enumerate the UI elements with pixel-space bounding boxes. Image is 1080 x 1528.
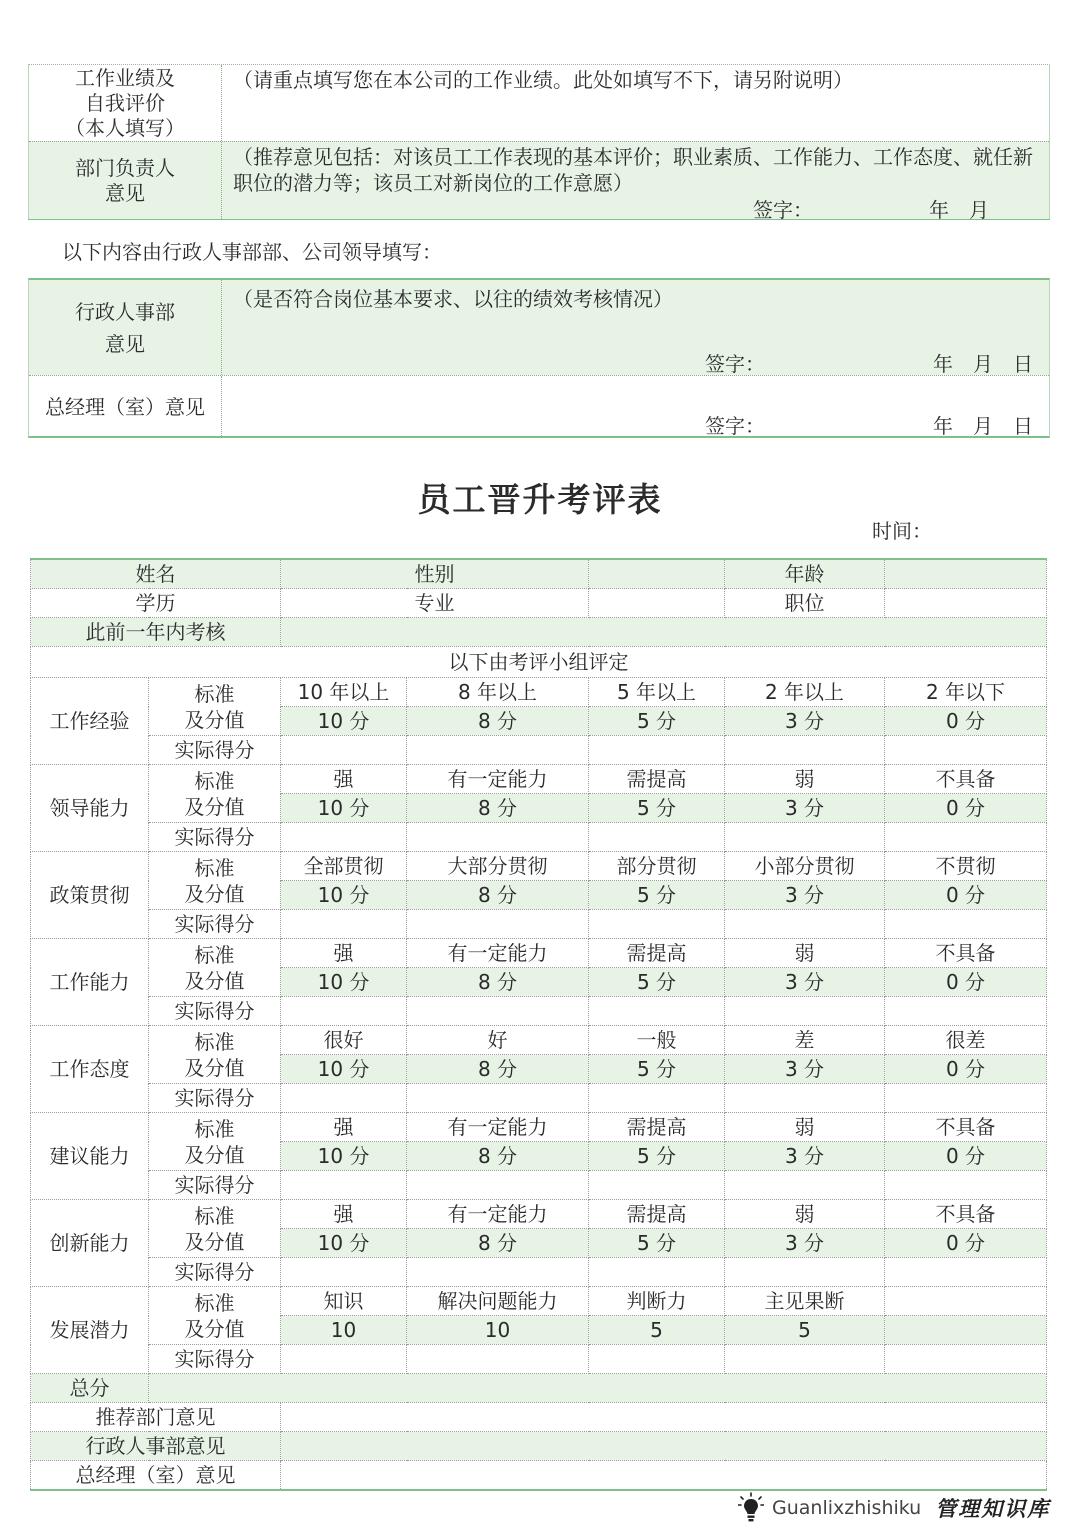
criteria-standard: 解决问题能力 — [407, 1287, 589, 1316]
criteria-standard: 好 — [407, 1026, 589, 1055]
criteria-score: 8 分 — [407, 1055, 589, 1084]
criteria-score: 5 分 — [589, 1229, 725, 1258]
criteria-score: 8 分 — [407, 794, 589, 823]
admin-opinion-section — [28, 278, 1050, 438]
dept-head-note[interactable]: （推荐意见包括：对该员工工作表现的基本评价；职业素质、工作能力、工作态度、就任新职位的潜力等；该员工对新岗位的工作意愿） — [233, 145, 1033, 195]
actual-score-cell[interactable] — [589, 910, 725, 939]
actual-score-cell[interactable] — [407, 910, 589, 939]
criteria-score: 0 分 — [885, 1055, 1047, 1084]
hr-date-label: 年 月 日 — [933, 352, 1033, 376]
gm-opinion-label: 总经理（室）意见 — [45, 394, 205, 419]
criteria-standard-row — [31, 1287, 1047, 1316]
criteria-standard: 有一定能力 — [407, 1113, 589, 1142]
criteria-score: 5 分 — [589, 1055, 725, 1084]
criteria-score: 5 分 — [589, 794, 725, 823]
dept-head-row — [29, 141, 1049, 222]
criteria-score: 3 分 — [725, 707, 885, 736]
criteria-standard: 弱 — [725, 939, 885, 968]
criteria-actual-row — [31, 736, 1047, 765]
evaluation-table — [30, 558, 1047, 1491]
actual-score-label: 实际得分 — [149, 1258, 281, 1287]
self-evaluation-section — [28, 64, 1050, 220]
hr-opinion-row — [29, 280, 1049, 375]
criteria-standard: 知识 — [281, 1287, 407, 1316]
actual-score-cell[interactable] — [885, 823, 1047, 852]
criteria-score: 8 分 — [407, 968, 589, 997]
criteria-score: 8 分 — [407, 1142, 589, 1171]
criteria-score: 3 分 — [725, 1055, 885, 1084]
criteria-standard: 2 年以下 — [885, 678, 1047, 707]
age-label: 年龄 — [725, 559, 885, 589]
actual-score-label: 实际得分 — [149, 1171, 281, 1200]
criteria-actual-row — [31, 1345, 1047, 1374]
standard-label: 标准 及分值 — [149, 1113, 281, 1171]
total-label: 总分 — [31, 1374, 149, 1403]
actual-score-cell[interactable] — [885, 736, 1047, 765]
criteria-name: 创新能力 — [31, 1200, 149, 1287]
info-row-3 — [31, 618, 1047, 647]
criteria-standard: 需提高 — [589, 1200, 725, 1229]
criteria-standard: 2 年以上 — [725, 678, 885, 707]
self-evaluation-label: 工作业绩及 自我评价 （本人填写） — [65, 65, 185, 140]
name-label: 姓名 — [31, 559, 281, 589]
criteria-score: 3 分 — [725, 794, 885, 823]
criteria-standard: 有一定能力 — [407, 765, 589, 794]
criteria-standard: 需提高 — [589, 939, 725, 968]
actual-score-cell[interactable] — [885, 997, 1047, 1026]
actual-score-cell[interactable] — [281, 1084, 407, 1113]
dept-head-label: 部门负责人 意见 — [75, 155, 175, 205]
standard-label: 标准 及分值 — [149, 1200, 281, 1258]
actual-score-cell[interactable] — [589, 1258, 725, 1287]
criteria-score: 10 分 — [281, 794, 407, 823]
actual-score-cell[interactable] — [725, 910, 885, 939]
opinion-value[interactable] — [281, 1461, 1047, 1491]
criteria-standard: 有一定能力 — [407, 1200, 589, 1229]
opinion-value[interactable] — [281, 1432, 1047, 1461]
actual-score-cell[interactable] — [589, 736, 725, 765]
opinion-row — [31, 1432, 1047, 1461]
criteria-score: 0 分 — [885, 794, 1047, 823]
standard-label: 标准 及分值 — [149, 939, 281, 997]
page-title: 员工晋升考评表 — [417, 480, 663, 519]
criteria-standard: 强 — [281, 1113, 407, 1142]
criteria-standard: 弱 — [725, 1200, 885, 1229]
criteria-score: 5 — [589, 1316, 725, 1345]
criteria-standard-row — [31, 939, 1047, 968]
criteria-score: 8 分 — [407, 707, 589, 736]
criteria-actual-row — [31, 910, 1047, 939]
criteria-standard: 主见果断 — [725, 1287, 885, 1316]
self-evaluation-row — [29, 65, 1049, 141]
opinion-label: 推荐部门意见 — [31, 1403, 281, 1432]
actual-score-cell[interactable] — [885, 910, 1047, 939]
criteria-standard-row — [31, 1026, 1047, 1055]
info-row-1 — [31, 559, 1047, 589]
age-value[interactable] — [885, 559, 1047, 589]
criteria-name: 建议能力 — [31, 1113, 149, 1200]
gm-date-label: 年 月 日 — [933, 414, 1033, 438]
actual-score-cell[interactable] — [407, 997, 589, 1026]
criteria-score: 10 分 — [281, 1142, 407, 1171]
actual-score-cell[interactable] — [589, 997, 725, 1026]
criteria-standard: 大部分贯彻 — [407, 852, 589, 881]
actual-score-cell[interactable] — [281, 736, 407, 765]
criteria-standard: 差 — [725, 1026, 885, 1055]
criteria-score: 10 分 — [281, 1229, 407, 1258]
criteria-standard-row — [31, 765, 1047, 794]
actual-score-cell[interactable] — [281, 1345, 407, 1374]
criteria-standard-row — [31, 1113, 1047, 1142]
criteria-standard: 需提高 — [589, 1113, 725, 1142]
actual-score-label: 实际得分 — [149, 1084, 281, 1113]
actual-score-cell[interactable] — [725, 1258, 885, 1287]
criteria-score: 5 分 — [589, 881, 725, 910]
prev-year-label: 此前一年内考核 — [31, 618, 281, 647]
criteria-name: 政策贯彻 — [31, 852, 149, 939]
criteria-actual-row — [31, 1171, 1047, 1200]
actual-score-cell[interactable] — [281, 910, 407, 939]
criteria-actual-row — [31, 997, 1047, 1026]
criteria-standard: 不具备 — [885, 1113, 1047, 1142]
criteria-actual-row — [31, 823, 1047, 852]
total-value[interactable] — [149, 1374, 1047, 1403]
major-value[interactable] — [589, 589, 725, 618]
criteria-standard: 10 年以上 — [281, 678, 407, 707]
footer-brand-text: Guanlixzhishiku — [772, 1497, 922, 1519]
actual-score-label: 实际得分 — [149, 910, 281, 939]
gender-label: 性别 — [281, 559, 589, 589]
criteria-standard: 不贯彻 — [885, 852, 1047, 881]
group-note-row — [31, 647, 1047, 678]
criteria-standard: 弱 — [725, 765, 885, 794]
criteria-standard: 有一定能力 — [407, 939, 589, 968]
criteria-score: 3 分 — [725, 968, 885, 997]
criteria-actual-row — [31, 1258, 1047, 1287]
dept-head-date-label: 年 月 — [929, 198, 989, 222]
opinion-label: 行政人事部意见 — [31, 1432, 281, 1461]
actual-score-cell[interactable] — [725, 997, 885, 1026]
criteria-score: 10 — [281, 1316, 407, 1345]
standard-label: 标准 及分值 — [149, 852, 281, 910]
actual-score-cell[interactable] — [885, 1258, 1047, 1287]
criteria-score: 8 分 — [407, 881, 589, 910]
hr-opinion-note[interactable]: （是否符合岗位基本要求、以往的绩效考核情况） — [233, 287, 673, 311]
footer-brand — [738, 1490, 1050, 1526]
criteria-standard: 强 — [281, 939, 407, 968]
criteria-standard: 需提高 — [589, 765, 725, 794]
time-label: 时间： — [872, 519, 932, 543]
criteria-standard: 不具备 — [885, 765, 1047, 794]
actual-score-label: 实际得分 — [149, 736, 281, 765]
actual-score-cell[interactable] — [407, 736, 589, 765]
criteria-score: 8 分 — [407, 1229, 589, 1258]
criteria-standard: 8 年以上 — [407, 678, 589, 707]
criteria-score: 5 分 — [589, 1142, 725, 1171]
actual-score-cell[interactable] — [885, 1345, 1047, 1374]
self-evaluation-note[interactable]: （请重点填写您在本公司的工作业绩。此处如填写不下，请另附说明） — [233, 68, 853, 92]
actual-score-label: 实际得分 — [149, 823, 281, 852]
criteria-standard: 不具备 — [885, 1200, 1047, 1229]
criteria-score: 5 — [725, 1316, 885, 1345]
actual-score-cell[interactable] — [725, 736, 885, 765]
criteria-actual-row — [31, 1084, 1047, 1113]
standard-label: 标准 及分值 — [149, 1026, 281, 1084]
criteria-standard: 强 — [281, 1200, 407, 1229]
actual-score-cell[interactable] — [281, 1258, 407, 1287]
criteria-standard: 不具备 — [885, 939, 1047, 968]
criteria-score: 10 分 — [281, 968, 407, 997]
total-row — [31, 1374, 1047, 1403]
criteria-standard: 部分贯彻 — [589, 852, 725, 881]
criteria-score: 3 分 — [725, 1142, 885, 1171]
criteria-name: 发展潜力 — [31, 1287, 149, 1374]
criteria-score: 5 分 — [589, 968, 725, 997]
criteria-score: 5 分 — [589, 707, 725, 736]
criteria-standard: 小部分贯彻 — [725, 852, 885, 881]
criteria-standard-row — [31, 852, 1047, 881]
group-note: 以下由考评小组评定 — [31, 647, 1047, 678]
actual-score-label: 实际得分 — [149, 1345, 281, 1374]
actual-score-cell[interactable] — [407, 1258, 589, 1287]
criteria-score: 10 分 — [281, 881, 407, 910]
prev-year-value[interactable] — [281, 618, 1047, 647]
actual-score-cell[interactable] — [407, 1171, 589, 1200]
dept-head-sign-label: 签字： — [753, 198, 813, 222]
criteria-name: 工作经验 — [31, 678, 149, 765]
criteria-name: 工作态度 — [31, 1026, 149, 1113]
criteria-score: 0 分 — [885, 1142, 1047, 1171]
actual-score-cell[interactable] — [589, 1084, 725, 1113]
actual-score-cell[interactable] — [725, 1345, 885, 1374]
actual-score-cell[interactable] — [589, 1171, 725, 1200]
education-label: 学历 — [31, 589, 281, 618]
criteria-score: 0 分 — [885, 881, 1047, 910]
hr-sign-label: 签字： — [705, 352, 765, 376]
actual-score-cell[interactable] — [885, 1084, 1047, 1113]
info-row-2 — [31, 589, 1047, 618]
opinion-value[interactable] — [281, 1403, 1047, 1432]
actual-score-cell[interactable] — [407, 1084, 589, 1113]
criteria-standard — [885, 1287, 1047, 1316]
actual-score-cell[interactable] — [589, 823, 725, 852]
criteria-standard: 全部贯彻 — [281, 852, 407, 881]
actual-score-cell[interactable] — [407, 823, 589, 852]
position-label: 职位 — [725, 589, 885, 618]
actual-score-cell[interactable] — [281, 1171, 407, 1200]
standard-label: 标准 及分值 — [149, 1287, 281, 1345]
actual-score-cell[interactable] — [281, 823, 407, 852]
footer-brand-cn: 管理知识库 — [935, 1496, 1051, 1521]
actual-score-cell[interactable] — [725, 1171, 885, 1200]
opinion-row — [31, 1461, 1047, 1491]
gm-opinion-row — [29, 375, 1049, 438]
actual-score-label: 实际得分 — [149, 997, 281, 1026]
opinion-row — [31, 1403, 1047, 1432]
criteria-standard-row — [31, 678, 1047, 707]
criteria-score: 0 分 — [885, 968, 1047, 997]
criteria-score: 0 分 — [885, 707, 1047, 736]
criteria-standard: 强 — [281, 765, 407, 794]
gender-value[interactable] — [589, 559, 725, 589]
standard-label: 标准 及分值 — [149, 678, 281, 736]
criteria-score: 3 分 — [725, 1229, 885, 1258]
criteria-standard: 很好 — [281, 1026, 407, 1055]
major-label: 专业 — [281, 589, 589, 618]
criteria-score: 10 — [407, 1316, 589, 1345]
criteria-name: 领导能力 — [31, 765, 149, 852]
lightbulb-icon — [738, 1492, 764, 1524]
criteria-standard: 5 年以上 — [589, 678, 725, 707]
criteria-standard-row — [31, 1200, 1047, 1229]
hr-opinion-label: 行政人事部 意见 — [75, 299, 175, 356]
actual-score-cell[interactable] — [281, 997, 407, 1026]
opinion-label: 总经理（室）意见 — [31, 1461, 281, 1491]
criteria-score: 10 分 — [281, 1055, 407, 1084]
criteria-score: 0 分 — [885, 1229, 1047, 1258]
criteria-standard: 判断力 — [589, 1287, 725, 1316]
actual-score-cell[interactable] — [589, 1345, 725, 1374]
criteria-score: 3 分 — [725, 881, 885, 910]
actual-score-cell[interactable] — [725, 1084, 885, 1113]
actual-score-cell[interactable] — [407, 1345, 589, 1374]
actual-score-cell[interactable] — [885, 1171, 1047, 1200]
gm-sign-label: 签字： — [705, 414, 765, 438]
criteria-standard: 很差 — [885, 1026, 1047, 1055]
standard-label: 标准 及分值 — [149, 765, 281, 823]
criteria-standard: 一般 — [589, 1026, 725, 1055]
position-value[interactable] — [885, 589, 1047, 618]
criteria-standard: 弱 — [725, 1113, 885, 1142]
criteria-score — [885, 1316, 1047, 1345]
intro-text: 以下内容由行政人事部部、公司领导填写： — [62, 240, 442, 264]
actual-score-cell[interactable] — [725, 823, 885, 852]
criteria-name: 工作能力 — [31, 939, 149, 1026]
criteria-score: 10 分 — [281, 707, 407, 736]
